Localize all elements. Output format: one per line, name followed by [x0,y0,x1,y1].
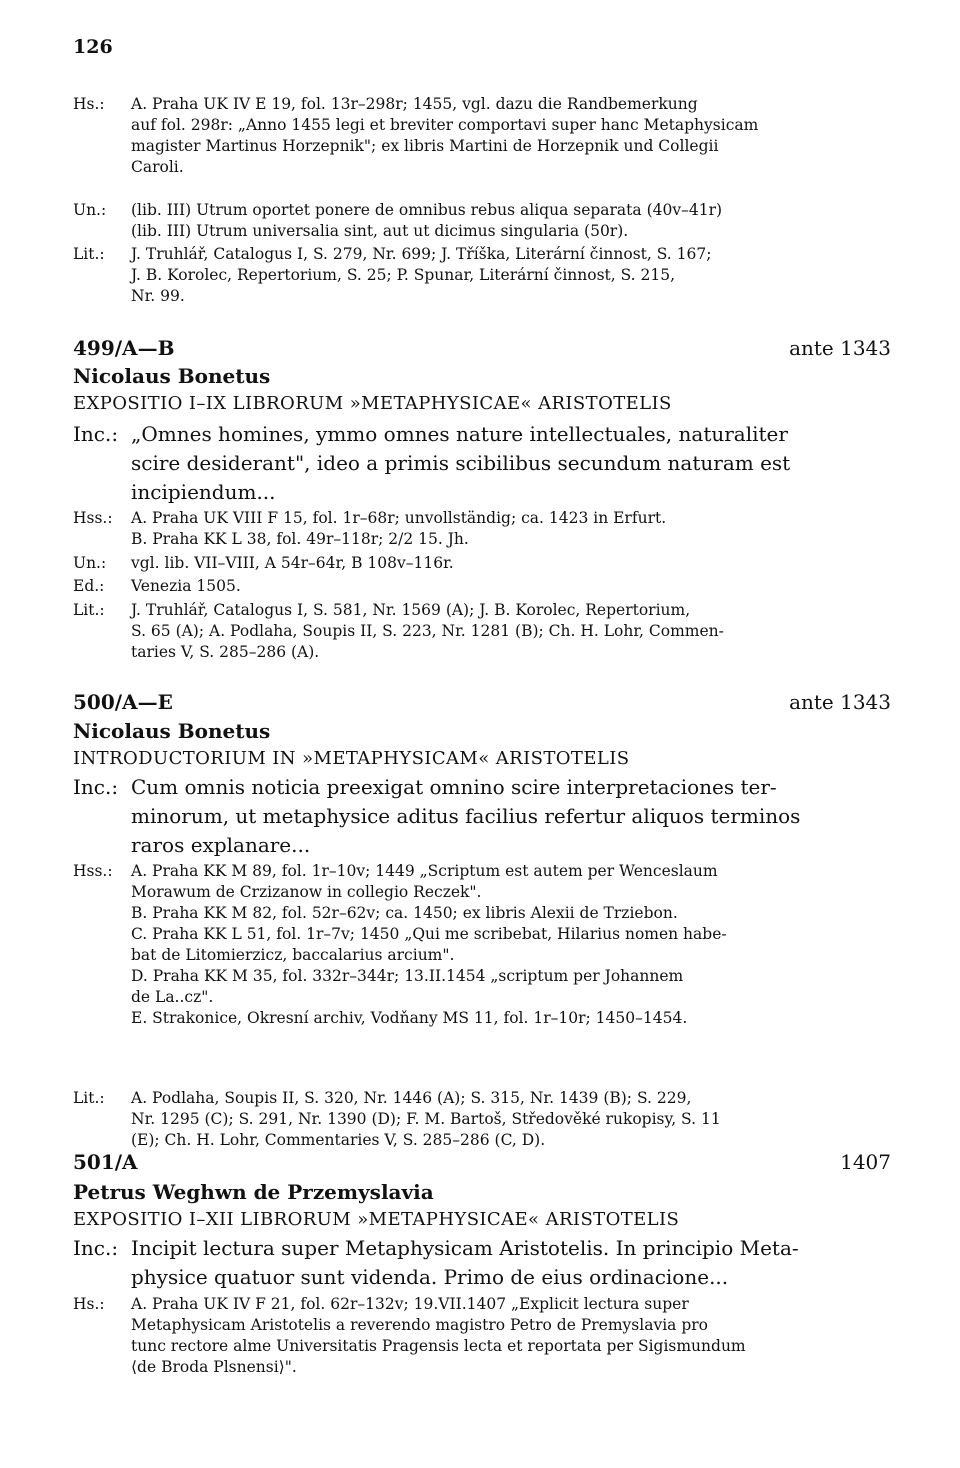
hss-text [131,861,891,1029]
inc-entry [73,1234,891,1292]
hss-text [131,508,891,550]
entry-title: EXPOSITIO I–IX LIBRORUM »METAPHYSICAE« ARISTOTELIS [73,393,672,414]
text-line: (lib. III) Utrum oportet ponere de omnibus rebus aliqua separata (40v–41r) [131,201,723,219]
lit-label: Lit.: [73,245,105,263]
text-line: scire desiderant", ideo a primis scibilibus secundum naturam est [131,451,791,475]
lit-label: Lit.: [73,601,105,619]
text-line: Venezia 1505. [131,577,241,595]
text-line: A. Podlaha, Soupis II, S. 320, Nr. 1446 (A); S. 315, Nr. 1439 (B); S. 229, [131,1089,692,1107]
page-number: 126 [73,36,113,58]
hs-text [131,94,891,178]
entry-number: 501/A [73,1150,138,1174]
lit-text [131,244,891,307]
lit-label: Lit.: [73,1089,105,1107]
text-line: B. Praha KK M 82, fol. 52r–62v; ca. 1450; ex libris Alexii de Trziebon. [131,904,678,922]
hs-entry [73,1294,891,1378]
entry-date: ante 1343 [789,690,891,714]
entry-date: ante 1343 [789,336,891,360]
lit-entry [73,1088,891,1151]
text-line: tunc rectore alme Universitatis Pragensis lecta et reportata per Sigismundum [131,1337,746,1355]
lit-text [131,1088,891,1151]
text-line: de La..cz". [131,988,214,1006]
text-line: A. Praha KK M 89, fol. 1r–10v; 1449 „Scriptum est autem per Wenceslaum [131,862,718,880]
inc-label: Inc.: [73,1236,119,1260]
un-entry [73,200,891,242]
hs-label: Hs.: [73,95,105,113]
hs-label: Hs.: [73,1295,105,1313]
un-entry [73,553,891,574]
text-line: Caroli. [131,158,184,176]
inc-text [131,420,891,507]
text-line: bat de Litomierzicz, baccalarius arcium". [131,946,455,964]
ed-label: Ed.: [73,577,105,595]
un-text [131,553,891,574]
text-line: B. Praha KK L 38, fol. 49r–118r; 2/2 15. Jh. [131,530,469,548]
text-line: (lib. III) Utrum universalia sint, aut ut dicimus singularia (50r). [131,222,629,240]
un-label: Un.: [73,201,107,219]
text-line: J. Truhlář, Catalogus I, S. 581, Nr. 1569 (A); J. B. Korolec, Repertorium, [131,601,691,619]
text-line: physice quatuor sunt videnda. Primo de eius ordinacione... [131,1265,729,1289]
hss-entry [73,508,891,550]
inc-entry [73,420,891,507]
entry-heading [73,690,891,714]
inc-label: Inc.: [73,775,119,799]
text-line: incipiendum... [131,480,276,504]
text-line: Incipit lectura super Metaphysicam Aristotelis. In principio Meta- [131,1236,799,1260]
entry-title: INTRODUCTORIUM IN »METAPHYSICAM« ARISTOTELIS [73,748,630,769]
hss-label: Hss.: [73,509,113,527]
text-line: Morawum de Crzizanow in collegio Reczek". [131,883,482,901]
entry-author: Nicolaus Bonetus [73,364,271,388]
text-line: magister Martinus Horzepnik"; ex libris Martini de Horzepnik und Collegii [131,137,719,155]
hs-entry [73,94,891,178]
text-line: Cum omnis noticia preexigat omnino scire interpretaciones ter- [131,775,777,799]
text-line: A. Praha UK IV F 21, fol. 62r–132v; 19.VII.1407 „Explicit lectura super [131,1295,689,1313]
text-line: Nr. 1295 (C); S. 291, Nr. 1390 (D); F. M. Bartoš, Středověké rukopisy, S. 11 [131,1110,721,1128]
entry-heading [73,336,891,360]
text-line: raros explanare... [131,833,311,857]
entry-author: Petrus Weghwn de Przemyslavia [73,1180,434,1204]
hss-label: Hss.: [73,862,113,880]
entry-heading [73,1150,891,1174]
text-line: J. B. Korolec, Repertorium, S. 25; P. Spunar, Literární činnost, S. 215, [131,266,676,284]
un-text [131,200,891,242]
hss-entry [73,861,891,1029]
text-line: S. 65 (A); A. Podlaha, Soupis II, S. 223, Nr. 1281 (B); Ch. H. Lohr, Commen- [131,622,724,640]
text-line: auf fol. 298r: „Anno 1455 legi et breviter comportavi super hanc Metaphysicam [131,116,759,134]
text-line: ⟨de Broda Plsnensi⟩". [131,1358,297,1376]
ed-entry [73,576,891,597]
text-line: Nr. 99. [131,287,185,305]
entry-title: EXPOSITIO I–XII LIBRORUM »METAPHYSICAE« ARISTOTELIS [73,1209,680,1230]
text-line: minorum, ut metaphysice aditus facilius refertur aliquos terminos [131,804,801,828]
entry-author: Nicolaus Bonetus [73,719,271,743]
lit-entry [73,244,891,307]
inc-text [131,1234,891,1292]
inc-label: Inc.: [73,422,119,446]
text-line: A. Praha UK IV E 19, fol. 13r–298r; 1455, vgl. dazu die Randbemerkung [131,95,698,113]
text-line: D. Praha KK M 35, fol. 332r–344r; 13.II.1454 „scriptum per Johannem [131,967,684,985]
lit-entry [73,600,891,663]
entry-number: 499/A—B [73,336,175,360]
un-label: Un.: [73,554,107,572]
text-line: „Omnes homines, ymmo omnes nature intellectuales, naturaliter [131,422,788,446]
lit-text [131,600,891,663]
entry-date: 1407 [840,1150,891,1174]
entry-number: 500/A—E [73,690,173,714]
text-line: C. Praha KK L 51, fol. 1r–7v; 1450 „Qui me scribebat, Hilarius nomen habe- [131,925,727,943]
text-line: A. Praha UK VIII F 15, fol. 1r–68r; unvollständig; ca. 1423 in Erfurt. [131,509,667,527]
text-line: vgl. lib. VII–VIII, A 54r–64r, B 108v–116r. [131,554,454,572]
text-line: taries V, S. 285–286 (A). [131,643,320,661]
hs-text [131,1294,891,1378]
ed-text [131,576,891,597]
text-line: J. Truhlář, Catalogus I, S. 279, Nr. 699; J. Tříška, Literární činnost, S. 167; [131,245,712,263]
text-line: Metaphysicam Aristotelis a reverendo magistro Petro de Premyslavia pro [131,1316,708,1334]
inc-entry [73,773,891,860]
inc-text [131,773,891,860]
text-line: (E); Ch. H. Lohr, Commentaries V, S. 285–286 (C, D). [131,1131,546,1149]
text-line: E. Strakonice, Okresní archiv, Vodňany MS 11, fol. 1r–10r; 1450–1454. [131,1009,688,1027]
